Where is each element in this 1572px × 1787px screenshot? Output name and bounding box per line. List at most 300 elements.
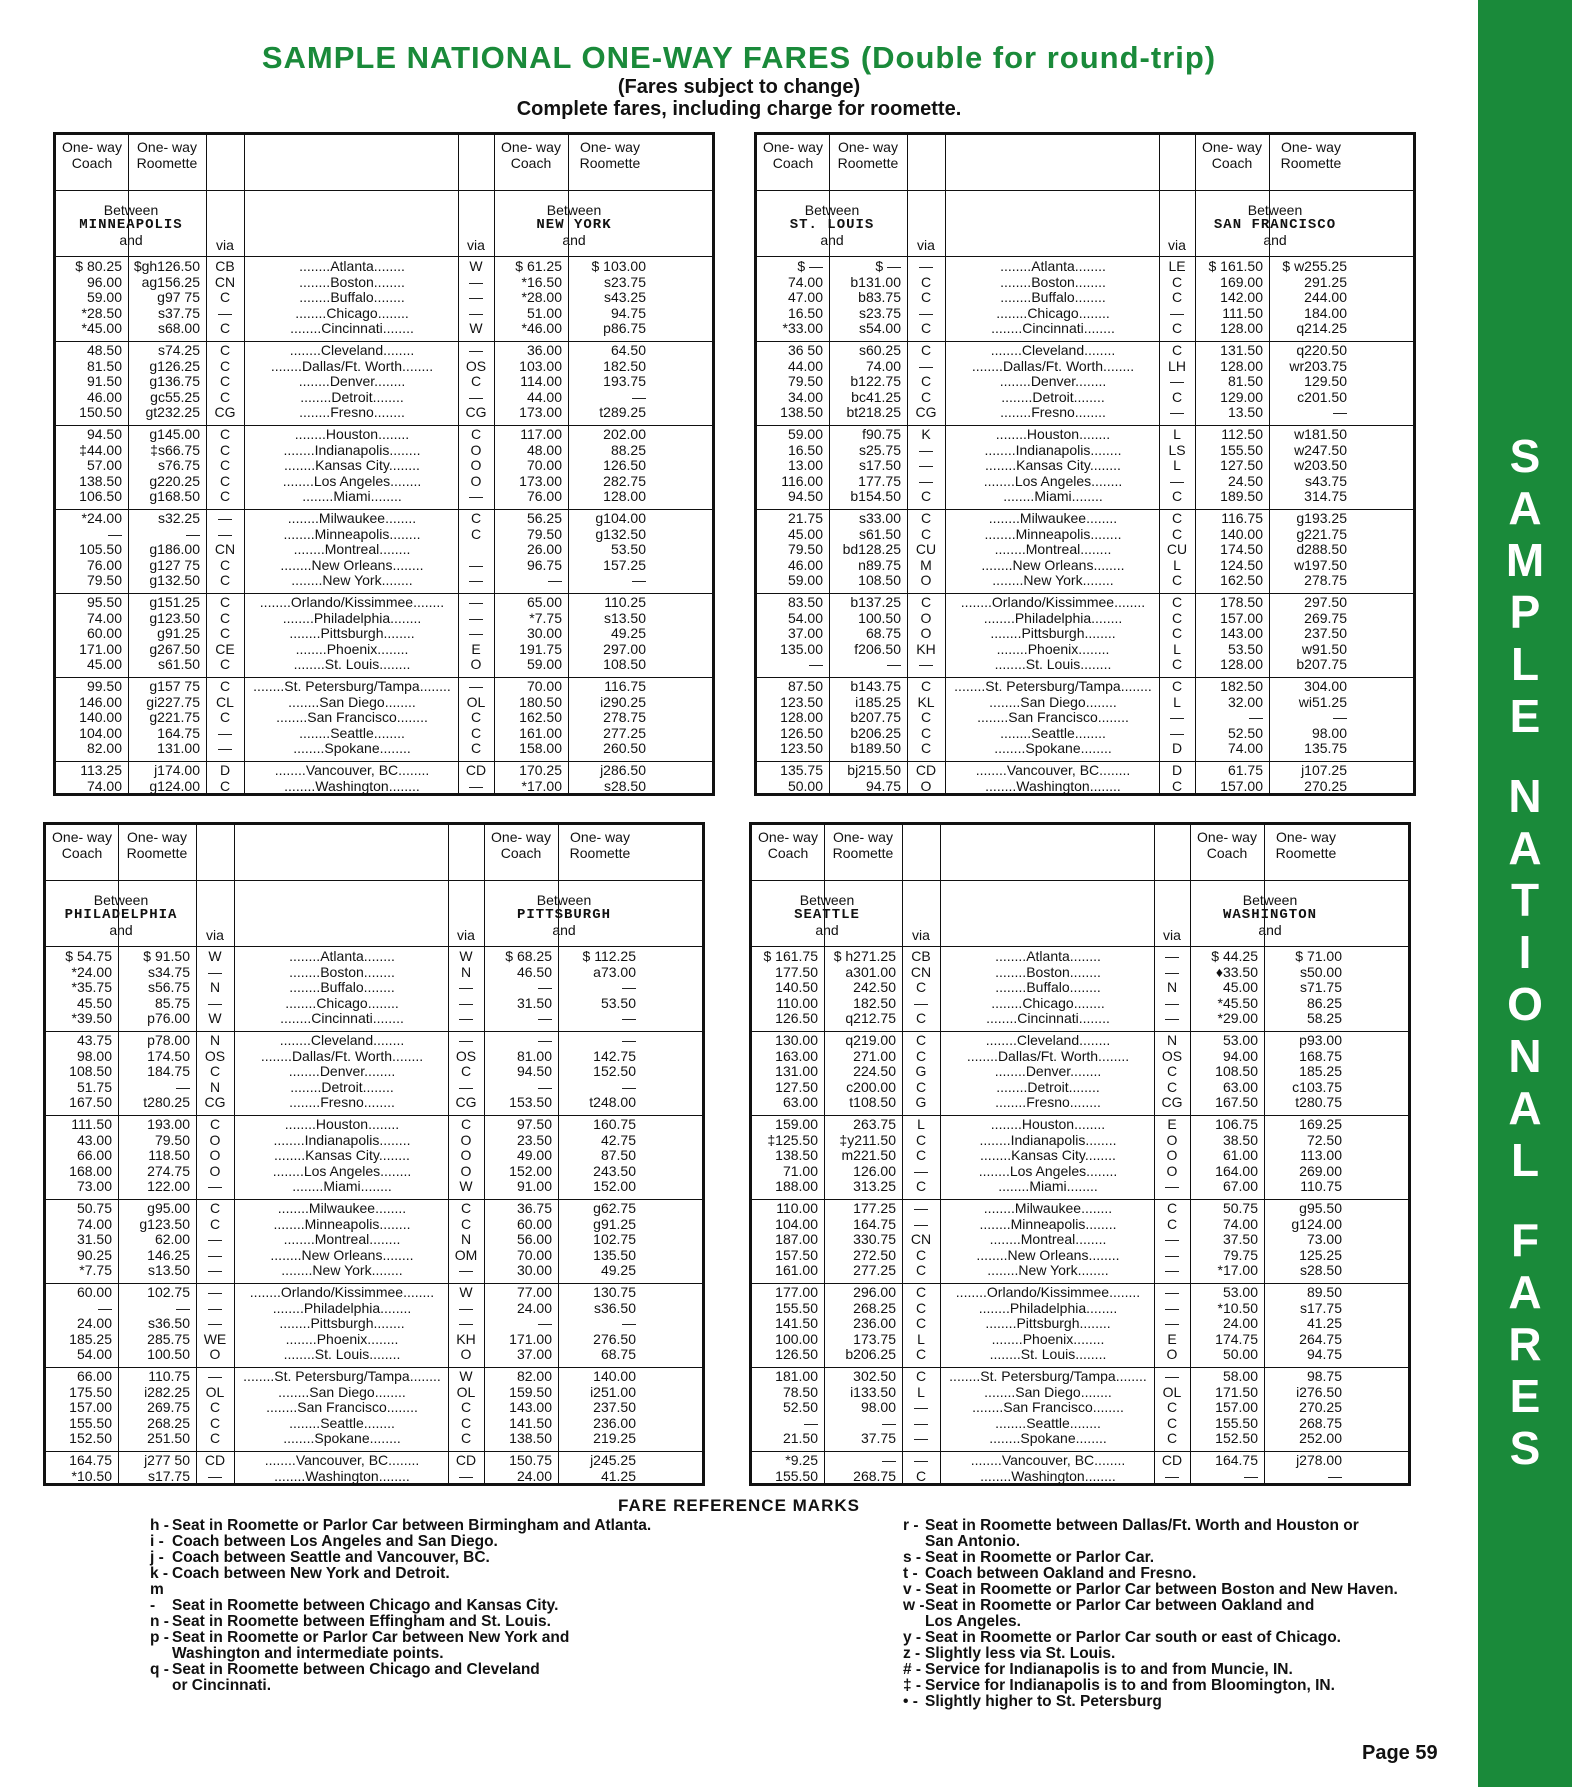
left-coach-fare: 168.00 <box>69 1162 112 1179</box>
right-via: C <box>470 373 482 390</box>
left-roomette-fare: bt218.25 <box>846 404 901 421</box>
destination-city <box>946 1431 1150 1447</box>
right-coach-fare: 152.00 <box>509 1162 552 1179</box>
left-via: C <box>915 1346 927 1363</box>
right-coach-fare: 182.50 <box>1220 678 1263 694</box>
right-coach-fare: 53.00 <box>1222 1032 1258 1048</box>
left-roomette-fare: p76.00 <box>147 1010 190 1027</box>
leader-dots: ........ <box>1086 1163 1118 1179</box>
right-coach-fare: 141.50 <box>509 1414 552 1431</box>
right-coach-fare: 24.50 <box>1227 472 1263 489</box>
leader-dots: ........ <box>985 1316 1017 1332</box>
left-roomette-fare: 102.75 <box>147 1284 190 1300</box>
right-coach-fare: 174.75 <box>1215 1330 1258 1347</box>
left-coach-fare: 159.00 <box>775 1116 818 1132</box>
right-roomette-fare: g91.25 <box>593 1215 636 1232</box>
leader-dots: ........ <box>1092 1400 1124 1416</box>
leader-dots: ........ <box>1075 1232 1107 1248</box>
fare-row <box>752 1416 1408 1432</box>
leader-dots: ........ <box>402 358 434 374</box>
fare-mark-text: Slightly higher to St. Petersburg <box>925 1693 1162 1710</box>
fare-marks-right-column <box>903 1518 1423 1710</box>
right-coach-fare: 140.00 <box>1220 525 1263 542</box>
right-coach-fare: 128.00 <box>1220 656 1263 673</box>
right-roomette-fare: p93.00 <box>1299 1032 1342 1048</box>
right-roomette-fare: 135.50 <box>593 1246 636 1263</box>
leader-dots: ........ <box>289 949 321 964</box>
fare-mark-text: Seat in Roomette between Chicago and Kansas City. <box>172 1597 559 1614</box>
leader-dots: ........ <box>290 321 322 337</box>
destination-city <box>250 657 454 673</box>
destination-name: Seattle <box>1031 725 1075 741</box>
leader-dots: ........ <box>289 980 321 996</box>
fare-row <box>46 1347 702 1363</box>
left-roomette-fare: — <box>882 1414 896 1431</box>
left-via: CG <box>204 1094 226 1111</box>
destination-name: Pittsburgh <box>1021 626 1085 642</box>
left-roomette-fare: s76.75 <box>157 457 200 474</box>
leader-dots: ........ <box>300 389 332 405</box>
leader-dots: ........ <box>1084 626 1116 642</box>
left-roomette-fare: g97 75 <box>157 289 200 306</box>
destination-city <box>946 1179 1150 1195</box>
leader-dots: ........ <box>1098 1048 1130 1064</box>
fare-row <box>752 1179 1408 1195</box>
leader-dots: ........ <box>989 694 1021 710</box>
right-via: E <box>1167 1116 1177 1132</box>
leader-dots: ........ <box>273 1132 305 1148</box>
destination-city <box>946 1064 1150 1080</box>
left-roomette-fare: 122.00 <box>147 1178 190 1195</box>
fare-mark-text: Slightly less via St. Louis. <box>925 1645 1116 1662</box>
leader-dots: ........ <box>1069 980 1101 996</box>
left-via: C <box>920 388 932 405</box>
left-coach-fare: 155.50 <box>775 1299 818 1316</box>
right-roomette-fare: 98.75 <box>1306 1368 1342 1384</box>
left-coach-fare: — <box>804 1414 818 1431</box>
fare-mark-symbol: j - <box>150 1549 164 1566</box>
destination-name: Detroit <box>1032 389 1074 405</box>
destination-name: Miami <box>323 1179 361 1195</box>
destination-name: Spokane <box>1020 1431 1076 1447</box>
leader-dots: ........ <box>994 542 1026 558</box>
leader-dots: ........ <box>979 1132 1011 1148</box>
left-coach-fare: 96.00 <box>86 273 122 290</box>
right-roomette-fare: 53.50 <box>610 541 646 558</box>
right-coach-fare: 138.50 <box>509 1430 552 1447</box>
leader-dots: ........ <box>1069 1095 1101 1111</box>
side-banner-letter: T <box>1510 874 1540 926</box>
right-roomette-fare: 116.75 <box>604 678 646 694</box>
destination-city <box>946 1011 1150 1027</box>
left-via: — <box>914 1414 928 1431</box>
left-roomette-fare: — <box>882 1452 896 1468</box>
right-via: W <box>459 1178 473 1195</box>
right-coach-fare: 162.50 <box>519 709 562 726</box>
right-coach-fare: 124.50 <box>1220 556 1263 573</box>
right-via: — <box>469 678 483 694</box>
fare-mark <box>903 1678 1423 1694</box>
left-coach-fare: 106.50 <box>79 488 122 505</box>
leader-dots: ........ <box>979 1216 1011 1232</box>
destination-city <box>250 763 454 779</box>
fare-row <box>46 1179 702 1195</box>
fare-row <box>752 965 1408 981</box>
destination-name: Pittsburgh <box>1016 1316 1080 1332</box>
right-via: — <box>1170 373 1184 390</box>
destination-city <box>946 949 1150 965</box>
left-roomette-fare: 242.50 <box>853 979 896 996</box>
destination-name: Milwaukee <box>308 1201 376 1216</box>
left-roomette-fare: 268.75 <box>853 1467 896 1484</box>
destination-name: Philadelphia <box>1009 1300 1087 1316</box>
right-roomette-fare: 73.00 <box>1306 1231 1342 1248</box>
left-via: CN <box>910 963 932 980</box>
left-coach-fare: 45.00 <box>787 525 823 542</box>
destination-name: Boston <box>1026 964 1070 980</box>
right-via: — <box>469 289 483 306</box>
side-banner-letter: R <box>1508 1318 1542 1370</box>
destination-city <box>250 405 454 421</box>
right-coach-fare: 171.00 <box>509 1330 552 1347</box>
destination-name: Boston <box>330 274 374 290</box>
fare-row <box>757 626 1413 642</box>
leader-dots: ........ <box>373 290 405 306</box>
right-via: — <box>469 572 483 589</box>
destination-city <box>951 611 1155 627</box>
side-banner-letter: A <box>1508 1266 1542 1318</box>
right-roomette-fare: 42.75 <box>600 1131 636 1148</box>
right-coach-fare: 103.00 <box>519 357 562 374</box>
right-via: OS <box>465 357 487 374</box>
right-coach-fare: 174.50 <box>1220 541 1263 558</box>
leader-dots: ........ <box>280 557 312 573</box>
destination-name: Vancouver, BC <box>295 1453 389 1468</box>
fare-mark <box>903 1614 1423 1630</box>
leader-dots: ........ <box>1089 458 1121 474</box>
destination-city <box>240 949 444 965</box>
destination-city <box>250 611 454 627</box>
right-coach-fare: 59.00 <box>526 656 562 673</box>
destination-city <box>946 1285 1150 1301</box>
right-coach-fare: 61.00 <box>1222 1147 1258 1164</box>
destination-name: Houston <box>315 1117 369 1132</box>
left-roomette-fare: s13.50 <box>147 1262 190 1279</box>
leader-dots: ........ <box>975 763 1007 778</box>
leader-dots: ........ <box>1080 1384 1112 1400</box>
left-roomette-fare: b131.00 <box>850 273 901 290</box>
leader-dots: ........ <box>370 489 402 505</box>
leader-dots: ........ <box>390 610 422 626</box>
right-roomette-fare: 236.00 <box>593 1414 636 1431</box>
via-header: via <box>206 927 224 943</box>
destination-name: St. Louis <box>324 657 380 673</box>
left-coach-fare: 150.50 <box>79 404 122 421</box>
destination-city <box>240 1201 444 1217</box>
leader-dots: ........ <box>284 458 316 474</box>
left-coach-fare: 111.50 <box>71 1116 112 1132</box>
left-coach-fare: 126.50 <box>775 1010 818 1027</box>
leader-dots: ........ <box>996 641 1028 657</box>
leader-dots: ........ <box>1099 763 1131 778</box>
between-label: Between <box>804 202 860 218</box>
destination-name: San Francisco <box>297 1400 387 1416</box>
leader-dots: ........ <box>298 374 330 390</box>
fare-mark-symbol: ‡ - <box>903 1677 922 1694</box>
left-roomette-fare: g136.75 <box>149 373 200 390</box>
fare-mark-text: Seat in Roomette or Parlor Car between New York and <box>172 1629 570 1646</box>
right-coach-fare: 108.50 <box>1215 1063 1258 1080</box>
leader-dots: ........ <box>976 1247 1008 1263</box>
left-via: OL <box>205 1383 225 1400</box>
fare-mark-text: Coach between Oakland and Fresno. <box>925 1565 1197 1582</box>
left-via: CU <box>915 541 937 558</box>
leader-dots: ........ <box>274 763 306 778</box>
right-roomette-fare: 297.50 <box>1304 594 1347 610</box>
destination-city <box>250 259 454 275</box>
left-roomette-fare: 173.75 <box>853 1330 896 1347</box>
and-label: and <box>109 922 133 938</box>
leader-dots: ........ <box>368 1117 400 1132</box>
destination-name: Fresno <box>330 405 374 421</box>
right-via: N <box>1166 1032 1178 1048</box>
left-coach-fare: — <box>809 656 823 673</box>
left-via: O <box>920 777 932 794</box>
fare-panel-seattle-washington <box>749 822 1411 1486</box>
leader-dots: ........ <box>1114 595 1146 610</box>
right-roomette-fare: 184.00 <box>1304 304 1347 321</box>
left-coach-fare: 66.00 <box>76 1147 112 1164</box>
destination-name: Washington <box>1016 778 1090 794</box>
leader-dots: ........ <box>1103 358 1135 374</box>
left-roomette-fare: g221.75 <box>149 709 200 726</box>
left-coach-fare: 21.75 <box>787 510 823 526</box>
right-roomette-fare: 243.50 <box>593 1162 636 1179</box>
right-via: E <box>471 640 481 657</box>
left-roomette-fare: 269.75 <box>147 1399 190 1416</box>
right-roomette-fare: g124.00 <box>1291 1215 1342 1232</box>
left-coach-fare: 82.00 <box>86 740 122 757</box>
destination-city <box>951 374 1155 390</box>
destination-name: Fresno <box>1026 1095 1070 1111</box>
right-via: C <box>1166 1078 1178 1095</box>
right-coach-fare: 155.50 <box>1220 441 1263 458</box>
left-roomette-fare: s61.50 <box>157 656 200 673</box>
leader-dots: ........ <box>1094 1453 1126 1468</box>
right-via: L <box>1173 426 1181 442</box>
leader-dots: ........ <box>1081 1201 1113 1216</box>
right-via: L <box>1173 693 1181 710</box>
right-coach-fare: — <box>538 1078 552 1095</box>
destination-name: Atlanta <box>1026 949 1070 964</box>
right-via: — <box>1165 1284 1179 1300</box>
header-rule <box>46 946 702 947</box>
left-coach-fare: 188.00 <box>775 1178 818 1195</box>
destination-city <box>240 1385 444 1401</box>
right-coach-fare: 81.00 <box>516 1047 552 1064</box>
left-coach-fare: 79.50 <box>86 572 122 589</box>
left-via: — <box>208 1299 222 1316</box>
destination-name: Minneapolis <box>304 1216 380 1232</box>
side-banner-word-3 <box>1482 1214 1568 1474</box>
right-via: OL <box>1162 1383 1182 1400</box>
leader-dots: ........ <box>992 573 1024 589</box>
left-via: C <box>219 709 231 726</box>
fare-row <box>757 427 1413 443</box>
leader-dots: ........ <box>272 1163 304 1179</box>
left-via: C <box>219 320 231 337</box>
right-via: CD <box>1161 1452 1183 1468</box>
destination-city <box>951 657 1155 673</box>
leader-dots: ........ <box>289 1415 321 1431</box>
left-via: CN <box>214 541 236 558</box>
right-roomette-fare: 277.25 <box>603 724 646 741</box>
left-coach-fare: 95.50 <box>86 594 122 610</box>
right-coach-fare: 63.00 <box>1222 1078 1258 1095</box>
right-via: C <box>1166 1200 1178 1216</box>
left-roomette-fare: gc55.25 <box>150 388 200 405</box>
right-via: LS <box>1168 441 1186 458</box>
fare-row <box>757 573 1413 589</box>
leader-dots: ........ <box>378 1148 410 1164</box>
destination-name: New York <box>1018 1263 1078 1279</box>
fare-row <box>757 763 1413 779</box>
left-roomette-fare: n89.75 <box>858 556 901 573</box>
right-coach-fare: 24.00 <box>516 1299 552 1316</box>
right-via: W <box>459 948 473 964</box>
right-via: — <box>469 488 483 505</box>
destination-name: Pittsburgh <box>320 626 384 642</box>
left-coach-fare: — <box>108 525 122 542</box>
left-via: C <box>920 488 932 505</box>
right-via: — <box>469 594 483 610</box>
left-roomette-fare: — <box>176 1299 190 1316</box>
destination-city <box>946 965 1150 981</box>
leader-dots: ........ <box>377 305 409 321</box>
right-via: — <box>459 1032 473 1048</box>
left-via: CD <box>204 1452 226 1468</box>
right-via: N <box>460 1231 472 1248</box>
fare-mark-symbol: r - <box>903 1517 919 1534</box>
left-roomette-fare: g157 75 <box>149 678 200 694</box>
leader-dots: ........ <box>994 1064 1026 1080</box>
left-coach-fare: 155.50 <box>69 1414 112 1431</box>
right-via: — <box>1165 1231 1179 1248</box>
leader-dots: ........ <box>991 321 1023 337</box>
fare-row <box>757 259 1413 275</box>
left-via: — <box>218 525 232 542</box>
left-via: — <box>914 994 928 1011</box>
right-via: O <box>1166 1346 1178 1363</box>
via-header: via <box>1168 237 1186 253</box>
leader-dots: ........ <box>375 1201 407 1216</box>
destination-name: Washington <box>305 1468 379 1484</box>
right-roomette-fare: q214.25 <box>1296 320 1347 337</box>
left-via: — <box>208 1246 222 1263</box>
left-roomette-fare: — <box>176 1078 190 1095</box>
destination-city <box>951 527 1155 543</box>
left-via: CN <box>910 1231 932 1248</box>
left-roomette-fare: s56.75 <box>147 979 190 996</box>
left-coach-fare: 123.50 <box>780 740 823 757</box>
destination-name: St. Petersburg/Tampa <box>985 679 1121 694</box>
left-via: — <box>919 258 933 274</box>
right-coach-fare: 67.00 <box>1222 1178 1258 1195</box>
left-coach-fare: 135.75 <box>780 762 823 778</box>
leader-dots: ........ <box>413 595 445 610</box>
fare-mark-symbol: • - <box>903 1693 918 1710</box>
leader-dots: ........ <box>283 526 315 542</box>
leader-dots: ........ <box>1078 305 1110 321</box>
right-via: — <box>459 1315 473 1332</box>
left-coach-fare: 71.00 <box>782 1162 818 1179</box>
fare-row <box>752 1095 1408 1111</box>
right-roomette-fare: 49.25 <box>610 625 646 642</box>
left-via: C <box>915 1078 927 1095</box>
leader-dots: ........ <box>386 1400 418 1416</box>
fare-row <box>752 1117 1408 1133</box>
destination-city <box>250 679 454 695</box>
left-roomette-fare: b154.50 <box>850 488 901 505</box>
left-coach-fare: 43.75 <box>76 1032 112 1048</box>
left-roomette-fare: g91.25 <box>157 625 200 642</box>
fare-mark <box>903 1518 1423 1534</box>
left-coach-fare: 16.50 <box>787 441 823 458</box>
side-banner-letter: F <box>1510 1214 1540 1266</box>
left-roomette-fare: g123.50 <box>139 1215 190 1232</box>
leader-dots: ........ <box>362 1079 394 1095</box>
left-coach-fare: *24.00 <box>71 963 112 980</box>
right-coach-fare: 74.00 <box>1227 740 1263 757</box>
left-coach-fare: ‡125.50 <box>767 1131 818 1148</box>
leader-dots: ........ <box>383 626 415 642</box>
left-coach-fare: 90.25 <box>76 1246 112 1263</box>
leader-dots: ........ <box>980 1468 1012 1484</box>
destination-name: Indianapolis <box>1015 442 1091 458</box>
leader-dots: ........ <box>283 1232 315 1248</box>
left-roomette-fare: b206.25 <box>845 1346 896 1363</box>
right-coach-fare: *10.50 <box>1217 1299 1258 1316</box>
leader-dots: ........ <box>299 274 331 290</box>
destination-name: Phoenix <box>316 1331 368 1347</box>
leader-dots: ........ <box>260 1048 292 1064</box>
leader-dots: ........ <box>294 427 326 442</box>
left-roomette-fare: 118.50 <box>148 1147 190 1164</box>
destination-city <box>250 741 454 757</box>
left-roomette-fare: j277 50 <box>144 1452 190 1468</box>
leader-dots: ........ <box>970 1453 1002 1468</box>
left-coach-fare: 163.00 <box>775 1047 818 1064</box>
left-via: C <box>920 740 932 757</box>
fare-row <box>46 1400 702 1416</box>
left-via: — <box>218 724 232 741</box>
right-roomette-fare: 89.50 <box>1306 1284 1342 1300</box>
leader-dots: ........ <box>380 1300 412 1316</box>
leader-dots: ........ <box>288 694 320 710</box>
fare-mark-symbol: v - <box>903 1581 922 1598</box>
left-roomette-fare: 184.75 <box>147 1063 190 1080</box>
leader-dots: ........ <box>279 1033 311 1048</box>
destination-name: Buffalo <box>1026 980 1070 996</box>
left-via: O <box>209 1147 221 1164</box>
fare-mark <box>150 1678 710 1694</box>
fare-mark-symbol: w - <box>903 1597 925 1614</box>
left-coach-fare: 43.00 <box>76 1131 112 1148</box>
destination-name: New Orleans <box>1012 557 1094 573</box>
destination-name: Orlando/Kissimmee <box>280 1285 404 1300</box>
destination-city <box>250 558 454 574</box>
left-coach-fare: $ 54.75 <box>65 948 112 964</box>
